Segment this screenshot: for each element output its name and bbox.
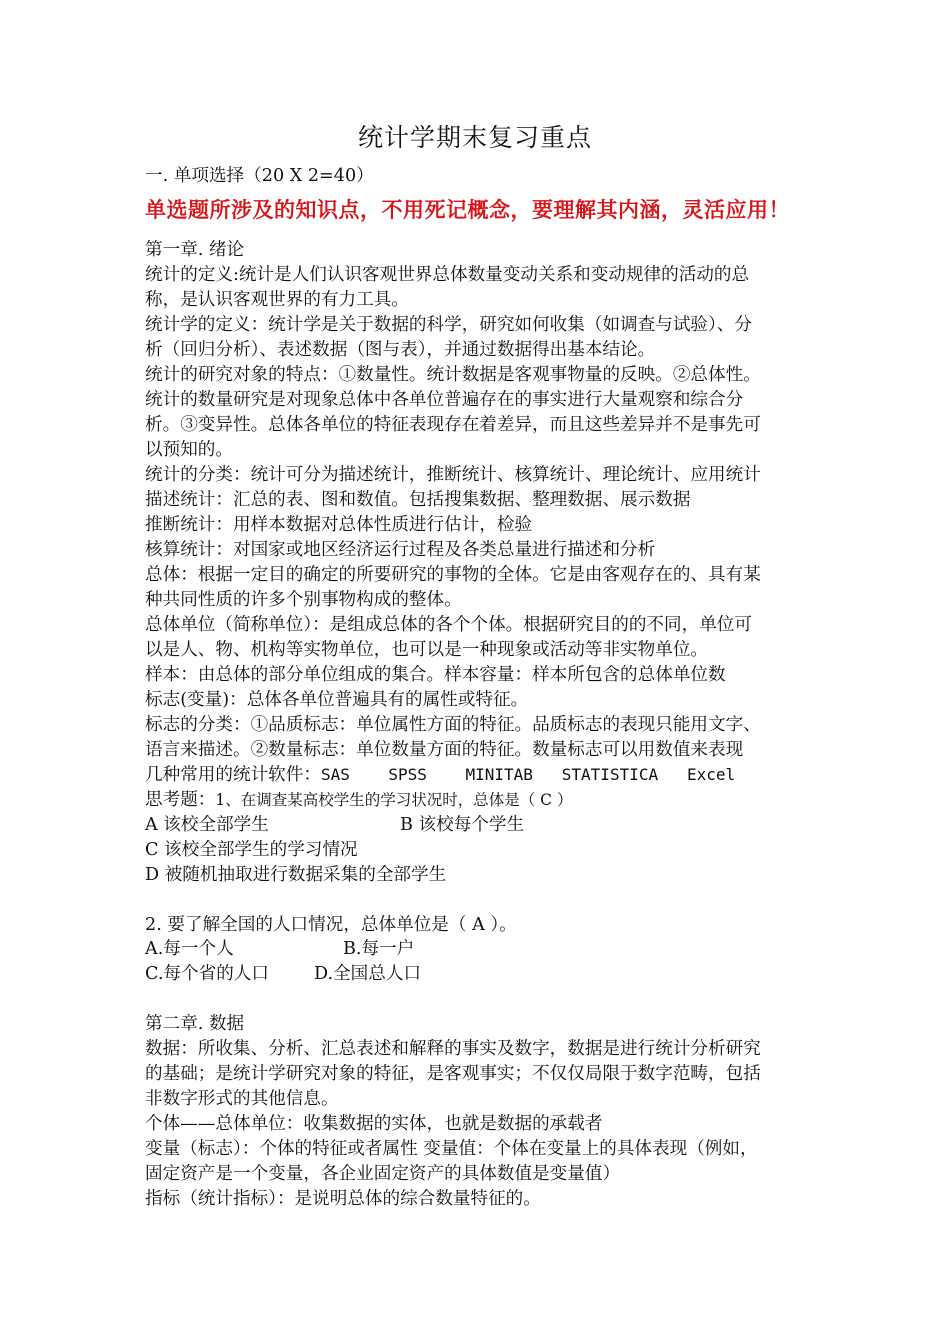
paragraph-line: 统计学的定义：统计学是关于数据的科学，研究如何收集（如调查与试验）、分	[145, 315, 752, 335]
paragraph-line: 数据：所收集、分析、汇总表述和解释的事实及数字，数据是进行统计分析研究	[145, 1039, 761, 1059]
paragraph-line: 种共同性质的许多个别事物构成的整体。	[145, 590, 462, 610]
paragraph-line: 固定资产是一个变量，各企业固定资产的具体数值是变量值）	[145, 1164, 621, 1184]
paragraph-line: 的基础；是统计学研究对象的特征，是客观事实；不仅仅局限于数字范畴，包括	[145, 1064, 761, 1084]
paragraph-line: 称，是认识客观世界的有力工具。	[145, 290, 409, 310]
paragraph-line: 标志(变量)：总体各单位普遍具有的属性或特征。	[145, 690, 529, 710]
question-prefix: 思考题：	[145, 790, 216, 810]
paragraph-line: 统计的研究对象的特点：①数量性。统计数据是客观事物量的反映。②总体性。	[145, 365, 761, 385]
paragraph-line: 非数字形式的其他信息。	[145, 1089, 339, 1109]
paragraph-line: 变量（标志）：个体的特征或者属性 变量值：个体在变量上的具体表现（例如，	[145, 1139, 758, 1159]
question-text: 1、在调查某高校学生的学习状况时，总体是（ C ）	[215, 791, 573, 809]
option-a: A 该校全部学生	[145, 815, 269, 835]
paragraph-line: 样本：由总体的部分单位组成的集合。样本容量：样本所包含的总体单位数	[145, 665, 726, 685]
chapter-heading: 第二章. 数据	[145, 1014, 245, 1034]
option-d: D.全国总人口	[314, 964, 422, 984]
paragraph-line: 析（回归分析）、表述数据（图与表），并通过数据得出基本结论。	[145, 340, 656, 360]
paragraph-line: 统计的定义:统计是人们认识客观世界总体数量变动关系和变动规律的活动的总	[145, 265, 750, 285]
paragraph-line: 核算统计：对国家或地区经济运行过程及各类总量进行描述和分析	[145, 540, 656, 560]
notice-text: 单选题所涉及的知识点，不用死记概念，要理解其内涵，灵活应用！	[145, 197, 790, 222]
paragraph-line: 统计的分类：统计可分为描述统计，推断统计、核算统计、理论统计、应用统计	[145, 465, 761, 485]
paragraph-line: 以是人、物、机构等实物单位，也可以是一种现象或活动等非实物单位。	[145, 640, 709, 660]
paragraph-line: 推断统计：用样本数据对总体性质进行估计，检验	[145, 515, 533, 535]
option-b: B 该校每个学生	[400, 815, 525, 835]
software-list: SAS SPSS MINITAB STATISTICA Excel	[320, 765, 736, 784]
paragraph-line: 以预知的。	[145, 440, 233, 460]
question-1	[145, 788, 572, 812]
software-line	[145, 763, 735, 787]
option-a: A.每一个人	[145, 939, 234, 959]
option-b: B.每一户	[343, 939, 415, 959]
paragraph-line: 标志的分类：①品质标志：单位属性方面的特征。品质标志的表现只能用文字、	[145, 715, 761, 735]
software-prefix: 几种常用的统计软件：	[145, 765, 321, 785]
question-2: 2. 要了解全国的人口情况，总体单位是（ A ）。	[145, 915, 517, 935]
paragraph-line: 语言来描述。②数量标志：单位数量方面的特征。数量标志可以用数值来表现	[145, 740, 744, 760]
paragraph-line: 总体单位（简称单位）：是组成总体的各个个体。根据研究目的的不同，单位可	[145, 615, 752, 635]
paragraph-line: 描述统计：汇总的表、图和数值。包括搜集数据、整理数据、展示数据	[145, 490, 691, 510]
paragraph-line: 指标（统计指标）：是说明总体的综合数量特征的。	[145, 1189, 541, 1209]
paragraph-line: 总体：根据一定目的确定的所要研究的事物的全体。它是由客观存在的、具有某	[145, 565, 761, 585]
paragraph-line: 统计的数量研究是对现象总体中各单位普遍存在的事实进行大量观察和综合分	[145, 390, 744, 410]
paragraph-line: 析。③变异性。总体各单位的特征表现存在着差异，而且这些差异并不是事先可	[145, 415, 761, 435]
chapter-heading: 第一章. 绪论	[145, 240, 245, 260]
option-c: C.每个省的人口	[145, 964, 269, 984]
section-heading: 一. 单项选择（20 X 2=40）	[145, 166, 374, 186]
document-title: 统计学期末复习重点	[357, 123, 592, 152]
option-c: C 该校全部学生的学习情况	[145, 840, 358, 860]
paragraph-line: 个体——总体单位：收集数据的实体，也就是数据的承载者	[145, 1114, 603, 1134]
option-d: D 被随机抽取进行数据采集的全部学生	[145, 865, 447, 885]
